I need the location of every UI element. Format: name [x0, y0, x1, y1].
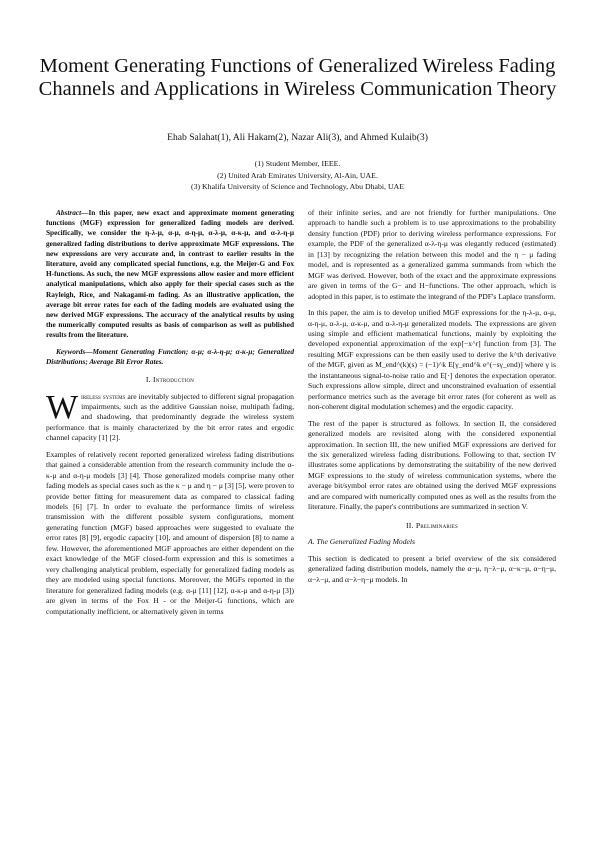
intro-paragraph-1-text: are inevitably subjected to different signal propagation impairments, such as the additive Gaussian noise, multipath fading, and shadowing, that predominantly degrade the wireless system performance that is mainly characterized by the bit error rates and ergodic channel capacity [1] [2]. [46, 391, 294, 443]
keywords-text: —Moment Generating Function; α-μ; α-λ-η-μ; α-κ-μ; Generalized Distributions; Average Bit Error Rates. [46, 346, 294, 366]
intro-paragraph-5: The rest of the paper is structured as follows. In section II, the considered generalized models are revisited along with the considered exponential approximation. In section III, the new unified MGF expressions are derived for the six generalized wireless fading distributions. Following to that, section IV illustrates some applications by demonstrating the suitability of the new derived MGF expressions to the study of wireless communication systems, where the average bit/symbol error rates are obtained using the derived MGF expressions and are compared with numerically computed ones as well as the results from the literature. Finally, the paper's contributions are summarized in section V. [308, 418, 556, 512]
keywords-label: Keywords [56, 346, 86, 356]
abstract-label: Abstract [56, 208, 82, 217]
left-column [46, 208, 294, 623]
author-list: Ehab Salahat(1), Ali Hakam(2), Nazar Ali(3), and Ahmed Kulaib(3) [167, 132, 428, 143]
drop-cap: W [46, 388, 79, 426]
section-heading-preliminaries: II. Preliminaries [405, 520, 459, 530]
lead-words: ireless systems [81, 391, 126, 401]
intro-paragraph-4: In this paper, the aim is to develop unified MGF expressions for the η-λ-μ, α-μ, α-η-μ, α-λ-μ, α-κ-μ, and α-λ-η-μ generalized models. The expressions are given using simple and efficient mathematical functions, mainly by exploiting the developed exponential approximation of the exp[−x^r] function from [3]. The resulting MGF expressions can be then easily used to derive the k^th derivative of the MGF, given as M_end^(k)(s) = (−1)^k E[γ_end^k e^(−sγ_end)] where γ is the instantaneous signal-to-noise ratio and E[·] denotes the expectation operator. Such expressions allow simple, direct and unconstrained evaluation of essential performance metrics such as the average bit error rates (for coherent as well as non-coherent digital modulation schemes) and the ergodic capacity. [308, 308, 556, 412]
abstract-text: —In this paper, new exact and approximate moment generating functions (MGF) expression for generalized fading models are derived. Specifically, we consider the η-λ-μ, α-μ, α-η-μ, α-λ-μ, α-κ-μ, and α-λ-η-μ generalized fading distributions to derive approximate MGF expressions. The new expressions are very accurate and, in contrast to earlier results in the literature, avoid any complicated special functions, e.g. the Meijer-G and Fox H-functions. As such, the new MGF expressions allow easier and more efficient analytical manipulations, which also apply for their special cases such as the Rayleigh, Rice, and Nakagami-m fading. As an illustrative application, the average bit error rates for each of the fading models are evaluated using the new derived MGF expressions. The accuracy of the analytical results by using the numerically computed results as basis of comparison as well as published results from the literature. [46, 208, 294, 340]
subsection-heading-fading-models: A. The Generalized Fading Models [308, 537, 415, 547]
intro-paragraph-3: of their infinite series, and are not friendly for further manipulations. One approach to handle such a problem is to use approximations to the probability density function (PDF) prior to deriving wireless performance expressions. For example, the PDF of the generalized α-λ-η-μ was elegantly reduced (estimated) in [13] by recognizing the relation between this model and the η − μ fading model, and is represented as a generalized gamma summands from which the MGF was derived. However, both of the exact and the approximate expressions are given in terms of the G− and H−functions. The other approach, which is adopted in this paper, is to estimate the integrand of the PDF's Laplace transform. [308, 208, 556, 301]
affiliation-2: (2) United Arab Emirates University, Al-Ain, UAE. [217, 170, 378, 180]
keywords [46, 347, 294, 367]
section-heading-introduction: I. Introduction [145, 375, 195, 385]
affiliation-3: (3) Khalifa University of Science and Technology, Abu Dhabi, UAE [191, 182, 404, 191]
affiliation-1: (1) Student Member, IEEE. [254, 159, 341, 168]
intro-paragraph-1 [46, 388, 294, 444]
preliminaries-paragraph-1: This section is dedicated to present a brief overview of the six considered generalized fading distribution models, namely the α−μ, η−λ−μ, α−κ−μ, α−η−μ, α−λ−μ, and α−λ−η−μ models. In [308, 553, 556, 584]
abstract [46, 208, 294, 341]
affiliations [20, 158, 575, 193]
intro-paragraph-2: Examples of relatively recent reported generalized wireless fading distributions that gained a considerable attention from the research community include the α-κ-μ and α-η-μ models [3] [4]. Those generalized models comprise many other fading models as special cases such as the κ − μ and η − μ [3] [5], were proven to provide better fitting for measurement data as compared to classical fading models [6] [7]. In order to evaluate the performance limits of wireless transmission with the different possible system configurations, moment generating function (MGF) based approaches were suggested to evaluate the error rates [8] [9], ergodic capacity [10], and amount of dispersion [8] to name a few. However, the aforementioned MGF approaches are either dependent on the exact knowledge of the MGF closed-form expression and this is sometimes a very challenging analytical problem, especially for generalized fading models as they are modeled using special functions. Moreover, the MGFs reported in the literature for generalized fading models (e.g. α-μ [11] [12], α-κ-μ and α-η-μ [3]) are given in terms of the Fox H - or the Meijer-G functions, which are computationally inefficient, or alternatively given in terms [46, 449, 294, 616]
paper-title: Moment Generating Functions of Generalized Wireless Fading Channels and Applications in Wireless Communication Theory [38, 55, 557, 100]
right-column [308, 208, 556, 591]
